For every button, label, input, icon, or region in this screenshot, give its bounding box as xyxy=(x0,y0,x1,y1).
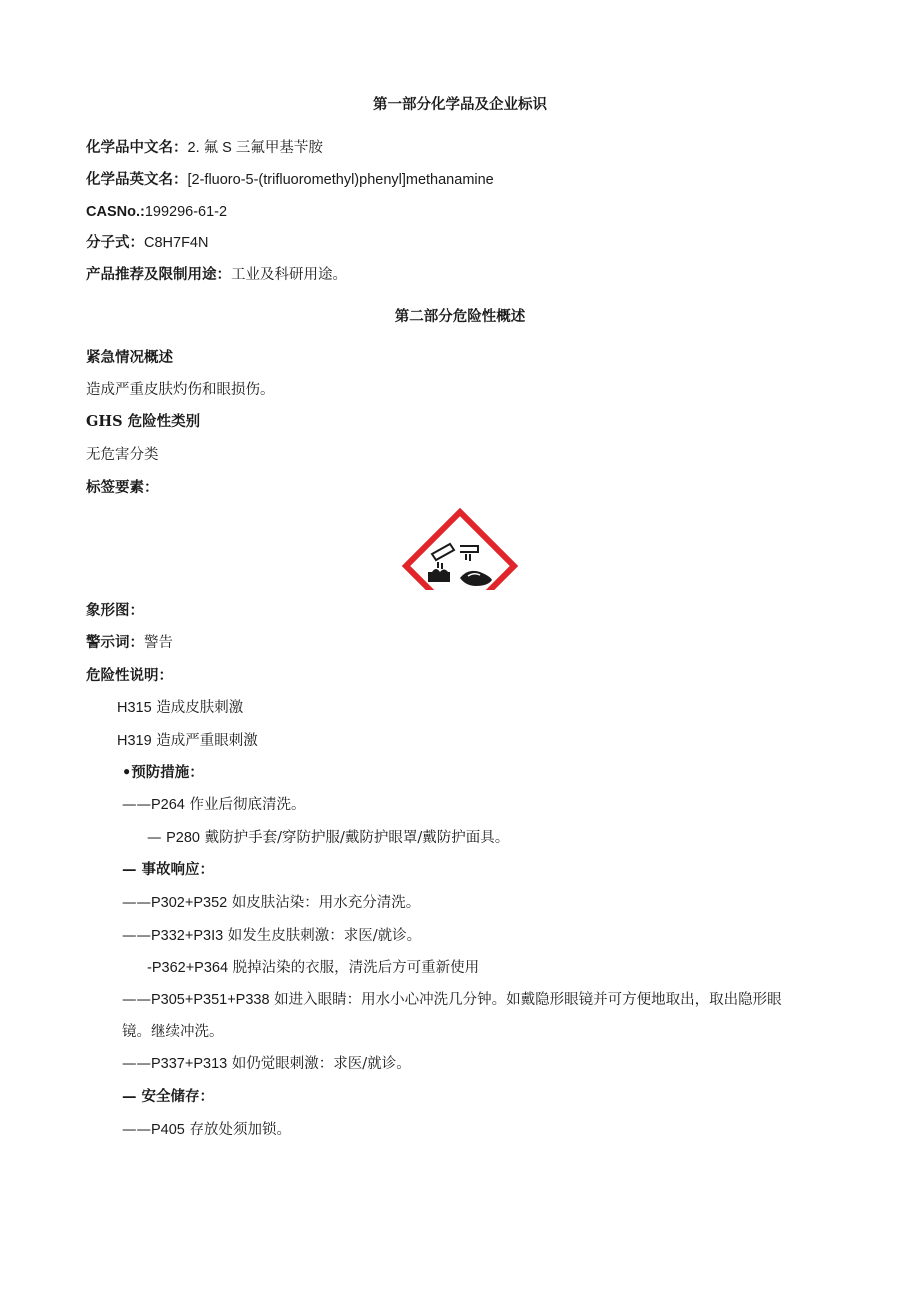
ghs-text: 无危害分类 xyxy=(86,447,159,463)
p264-text: 作业后彻底清洗。 xyxy=(189,797,306,813)
corrosion-pictogram-icon xyxy=(402,508,518,590)
hazard-row xyxy=(117,731,258,751)
p405-text: 存放处须加锁。 xyxy=(189,1122,291,1138)
label-elements-heading: 标签要素： xyxy=(86,479,159,496)
p405-code: P405 xyxy=(151,1122,185,1138)
cas-row xyxy=(86,202,227,222)
p305-row xyxy=(122,990,782,1010)
p280-text: 戴防护手套/穿防护服/戴防护眼罩/戴防护面具。 xyxy=(204,830,510,846)
p362-code: -P362+P364 xyxy=(147,960,229,976)
hazard-code: H319 xyxy=(117,733,152,749)
p305-continuation: 镜。继续冲洗。 xyxy=(122,1024,224,1040)
p362-row xyxy=(147,958,479,978)
hazard-text: 造成皮肤刺激 xyxy=(156,700,244,716)
cn-name-label: 化学品中文名： xyxy=(86,139,188,156)
p264-row xyxy=(122,795,305,815)
emergency-text: 造成严重皮肤灼伤和眼损伤。 xyxy=(86,382,275,398)
dash: —— xyxy=(122,895,151,911)
formula-label: 分子式： xyxy=(86,234,144,251)
pictogram-label: 象形图： xyxy=(86,602,144,619)
prevention-label: •预防措施： xyxy=(122,764,204,781)
dash: —— xyxy=(122,928,151,944)
p405-row xyxy=(122,1120,291,1140)
dash: —— xyxy=(122,1056,151,1072)
p332-text: 如发生皮肤刺激：求医/就诊。 xyxy=(227,928,422,944)
section2-heading: 第二部分危险性概述 xyxy=(394,308,526,325)
p332-row xyxy=(122,926,421,946)
cas-value: 199296-61-2 xyxy=(144,204,228,220)
response-label: — 事故响应： xyxy=(122,861,215,878)
storage-label: — 安全储存： xyxy=(122,1088,215,1105)
en-name-value: [2-fluoro-5-(trifluoromethyl)phenyl]methanamine xyxy=(187,172,494,188)
signal-label: 警示词： xyxy=(86,634,144,651)
hazard-label: 危险性说明： xyxy=(86,667,173,684)
emergency-label: 紧急情况概述 xyxy=(86,349,173,366)
section1-heading: 第一部分化学品及企业标识 xyxy=(373,96,547,113)
hazard-code: H315 xyxy=(117,700,152,716)
p337-code: P337+P313 xyxy=(151,1056,228,1072)
p264-code: P264 xyxy=(151,797,185,813)
cn-name-value: 2. 氟 S 三氟甲基苄胺 xyxy=(187,140,323,156)
formula-row xyxy=(86,233,208,253)
formula-value: C8H7F4N xyxy=(144,235,209,251)
cas-label: CASNo.: xyxy=(86,204,145,220)
use-value: 工业及科研用途。 xyxy=(231,267,347,283)
use-row xyxy=(86,265,347,285)
p280-code: P280 xyxy=(166,830,200,846)
p337-text: 如仍觉眼刺激：求医/就诊。 xyxy=(231,1056,411,1072)
dash: —— xyxy=(122,1122,151,1138)
dash: —— xyxy=(122,992,151,1008)
signal-row xyxy=(86,633,173,653)
p337-row xyxy=(122,1054,411,1074)
p332-code: P332+P3I3 xyxy=(151,928,224,944)
cn-name-row xyxy=(86,138,323,158)
use-label: 产品推荐及限制用途： xyxy=(86,266,231,283)
p302-row xyxy=(122,893,420,913)
p302-code: P302+P352 xyxy=(151,895,228,911)
ghs-label: GHS 危险性类别 xyxy=(86,413,201,430)
en-name-row xyxy=(86,170,494,190)
hazard-row xyxy=(117,698,243,718)
hazard-text: 造成严重眼刺激 xyxy=(156,733,258,749)
p305-code: P305+P351+P338 xyxy=(151,992,270,1008)
p280-row xyxy=(147,828,509,848)
dash: —— xyxy=(122,797,151,813)
p305-text: 如进入眼睛：用水小心冲洗几分钟。如戴隐形眼镜并可方便地取出，取出隐形眼 xyxy=(274,992,782,1008)
en-name-label: 化学品英文名： xyxy=(86,171,188,188)
p362-text: 脱掉沾染的衣服，清洗后方可重新使用 xyxy=(232,960,480,976)
dash: — xyxy=(147,830,167,846)
p302-text: 如皮肤沾染：用水充分清洗。 xyxy=(231,895,421,911)
signal-value: 警告 xyxy=(144,635,173,651)
